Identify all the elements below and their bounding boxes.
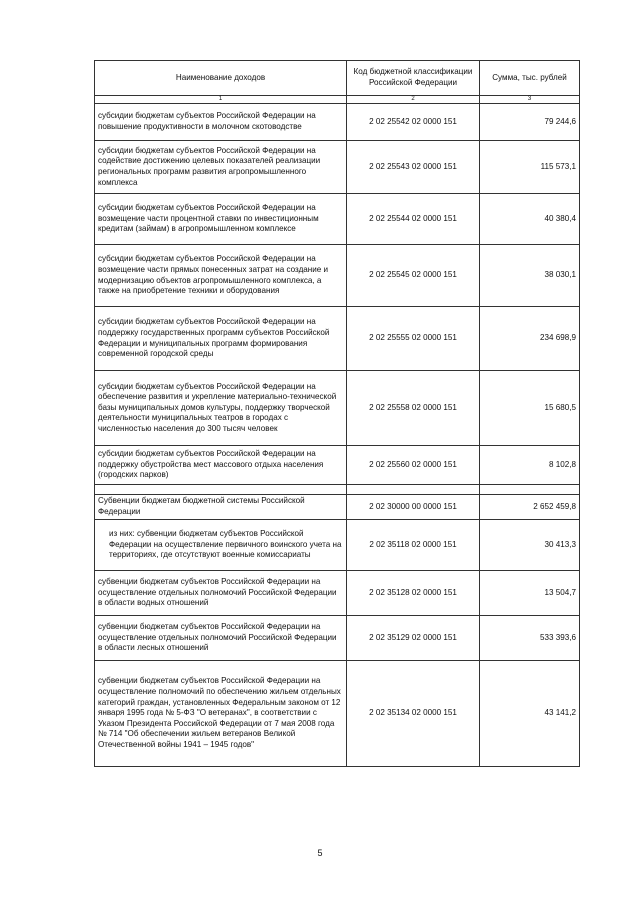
- row-sum: 115 573,1: [480, 141, 580, 194]
- row-sum: 43 141,2: [480, 661, 580, 767]
- row-sum: 8 102,8: [480, 446, 580, 485]
- table-row: [95, 520, 580, 571]
- row-code: 2 02 25545 02 0000 151: [347, 245, 480, 307]
- row-code: 2 02 35128 02 0000 151: [347, 571, 480, 616]
- budget-table-container: [94, 60, 579, 767]
- table-row: [95, 616, 580, 661]
- table-row: [95, 661, 580, 767]
- table-row: [95, 446, 580, 485]
- row-name: субвенции бюджетам субъектов Российской Федерации на осуществление отдельных полномочий Российской Федерации в области водных отношений: [95, 571, 347, 616]
- row-sum: 2 652 459,8: [480, 495, 580, 520]
- revenue-table: [94, 60, 580, 767]
- row-code: 2 02 35129 02 0000 151: [347, 616, 480, 661]
- row-code: 2 02 25560 02 0000 151: [347, 446, 480, 485]
- row-code: 2 02 25542 02 0000 151: [347, 104, 480, 141]
- row-name: субсидии бюджетам субъектов Российской Федерации на поддержку обустройства мест массового отдыха населения (городских парков): [95, 446, 347, 485]
- page-number: 5: [317, 848, 323, 858]
- table-row: [95, 104, 580, 141]
- row-sum: 79 244,6: [480, 104, 580, 141]
- spacer-cell: [95, 485, 347, 495]
- table-row: [95, 141, 580, 194]
- column-number: 3: [480, 96, 580, 104]
- row-code: 2 02 25544 02 0000 151: [347, 194, 480, 245]
- column-number: 2: [347, 96, 480, 104]
- table-row: [95, 194, 580, 245]
- spacer-cell: [480, 485, 580, 495]
- row-code: 2 02 25558 02 0000 151: [347, 371, 480, 446]
- row-name: субсидии бюджетам субъектов Российской Федерации на обеспечение развития и укрепление материально-технической базы муниципальных домов культуры, поддержку творческой деятельности муниципальных театров в городах с численностью населения до 300 тысяч человек: [95, 371, 347, 446]
- row-sum: 234 698,9: [480, 307, 580, 371]
- row-name: субсидии бюджетам субъектов Российской Федерации на возмещение части прямых понесенных затрат на создание и модернизацию объектов агропромышленного комплекса, а также на приобретение техники и оборудования: [95, 245, 347, 307]
- row-sum: 13 504,7: [480, 571, 580, 616]
- row-code: 2 02 25543 02 0000 151: [347, 141, 480, 194]
- table-row: [95, 245, 580, 307]
- row-name: из них: субвенции бюджетам субъектов Российской Федерации на осуществление первичного воинского учета на территориях, где отсутствуют военные комиссариаты: [95, 520, 347, 571]
- table-row: [95, 307, 580, 371]
- row-name: субсидии бюджетам субъектов Российской Федерации на содействие достижению целевых показателей реализации региональных программ развития агропромышленного комплекса: [95, 141, 347, 194]
- row-sum: 40 380,4: [480, 194, 580, 245]
- row-code: 2 02 30000 00 0000 151: [347, 495, 480, 520]
- column-number: 1: [95, 96, 347, 104]
- row-name: субсидии бюджетам субъектов Российской Федерации на возмещение части процентной ставки по инвестиционным кредитам (займам) в агропромышленном комплексе: [95, 194, 347, 245]
- row-code: 2 02 35118 02 0000 151: [347, 520, 480, 571]
- row-name-total: Субвенции бюджетам бюджетной системы Российской Федерации: [95, 495, 347, 520]
- row-code: 2 02 25555 02 0000 151: [347, 307, 480, 371]
- row-sum: 533 393,6: [480, 616, 580, 661]
- row-code: 2 02 35134 02 0000 151: [347, 661, 480, 767]
- row-name: субсидии бюджетам субъектов Российской Федерации на поддержку государственных программ субъектов Российской Федерации и муниципальных программ формирования современной городской среды: [95, 307, 347, 371]
- row-sum: 38 030,1: [480, 245, 580, 307]
- column-number-row: [95, 96, 580, 104]
- table-row: [95, 571, 580, 616]
- header-sum: Сумма, тыс. рублей: [480, 61, 580, 96]
- row-sum: 15 680,5: [480, 371, 580, 446]
- row-name: субвенции бюджетам субъектов Российской Федерации на осуществление отдельных полномочий Российской Федерации в области лесных отношений: [95, 616, 347, 661]
- row-name: субсидии бюджетам субъектов Российской Федерации на повышение продуктивности в молочном скотоводстве: [95, 104, 347, 141]
- spacer-row: [95, 485, 580, 495]
- table-header-row: [95, 61, 580, 96]
- row-sum: 30 413,3: [480, 520, 580, 571]
- header-revenue-name: Наименование доходов: [95, 61, 347, 96]
- table-row: [95, 371, 580, 446]
- spacer-cell: [347, 485, 480, 495]
- header-budget-code: Код бюджетной классификации Российской Федерации: [347, 61, 480, 96]
- table-row-total: [95, 495, 580, 520]
- row-name: субвенции бюджетам субъектов Российской Федерации на осуществление полномочий по обеспечению жильем отдельных категорий граждан, установленных Федеральным законом от 12 января 1995 года № 5-ФЗ "О ветеранах", в соответствии с Указом Президента Российской Федерации от 7 мая 2008 года № 714 "Об обеспечении жильем ветеранов Великой Отечественной войны 1941 – 1945 годов": [95, 661, 347, 767]
